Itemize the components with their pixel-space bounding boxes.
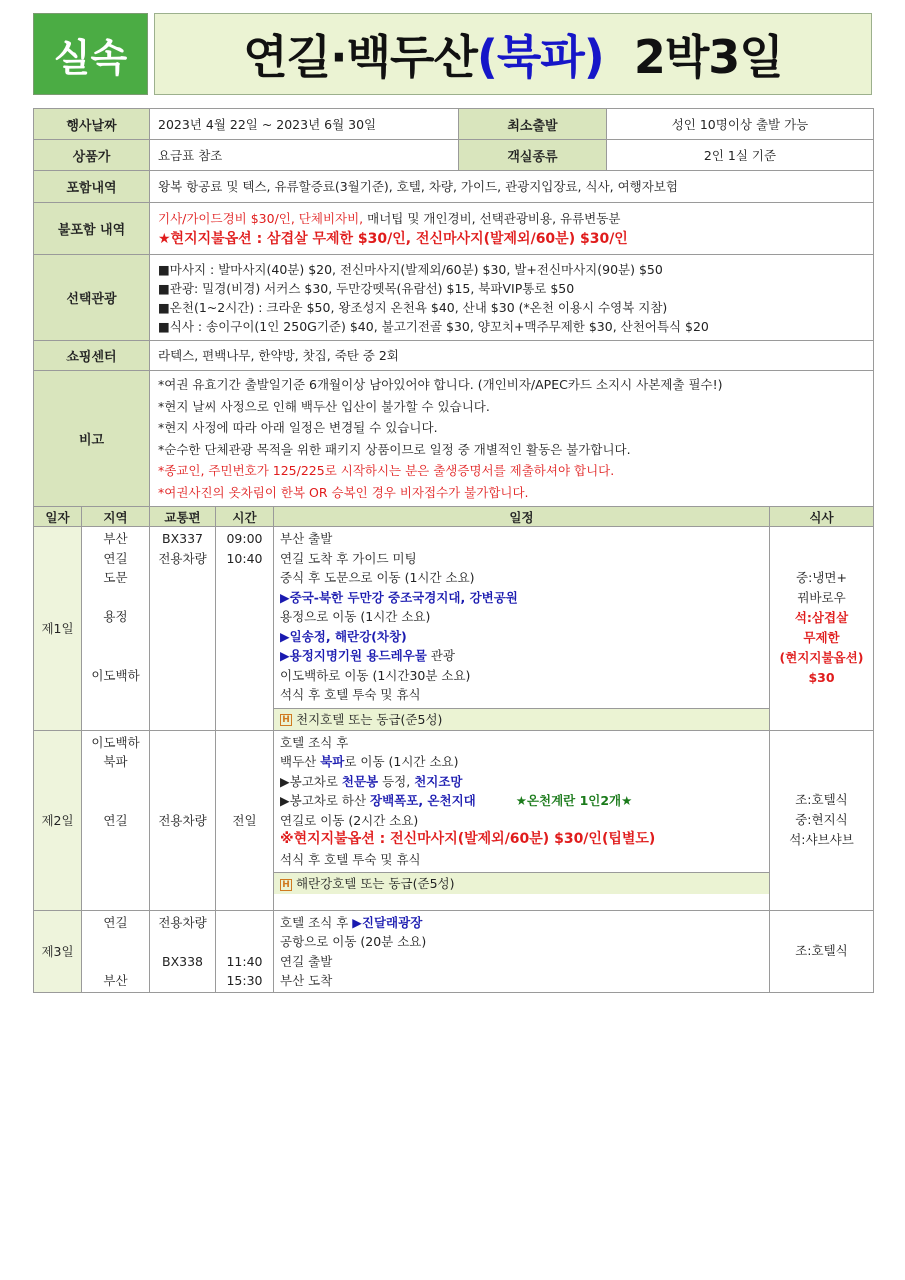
page-title <box>154 13 872 95</box>
min-label: 최소출발 <box>459 109 607 140</box>
opt-item: ■마사지 : 발마사지(40분) $20, 전신마사지(발제외/60분) $30, 발+전신마사지(90분) $50 <box>158 261 663 277</box>
day-row <box>34 527 874 731</box>
incl-label: 포함내역 <box>34 171 150 203</box>
room-value: 2인 1실 기준 <box>607 140 874 171</box>
time-cell: 전일 <box>216 730 274 910</box>
shop-label: 쇼핑센터 <box>34 341 150 371</box>
col-header-time: 시간 <box>216 507 274 527</box>
shop-value: 라텍스, 편백나무, 한약방, 찻집, 죽탄 중 2회 <box>150 341 874 371</box>
title-main: 연길·백두산 <box>243 30 477 84</box>
opt-label: 선택관광 <box>34 255 150 341</box>
col-header-meal: 식사 <box>770 507 874 527</box>
note-item-red: *여권사진의 옷차림이 한복 OR 승복인 경우 비자접수가 불가합니다. <box>158 484 529 500</box>
period-label: 행사날짜 <box>34 109 150 140</box>
period-value: 2023년 4월 22일 ~ 2023년 6월 30일 <box>150 109 459 140</box>
opt-item: ■관광: 밀경(비경) 서커스 $30, 두만강뗏목(유람선) $15, 북파VIP통로 $50 <box>158 280 575 296</box>
info-table <box>33 108 874 507</box>
title-paren: (북파) <box>476 30 604 84</box>
opt-item: ■온천(1~2시간) : 크라운 $50, 왕조성지 온천욕 $40, 산내 $30 (*온천 이용시 수영복 지참) <box>158 299 668 315</box>
note-item: *현지 사정에 따라 아래 일정은 변경될 수 있습니다. <box>158 420 438 435</box>
transport-cell: 전용차량 <box>150 730 216 910</box>
itinerary-cell: 호텔 조식 후 ▶진달래광장 공항으로 이동 (20분 소요) 연길 출발 부산 도착 <box>274 910 770 992</box>
hotel-icon: H <box>280 714 292 726</box>
col-header-date: 일자 <box>34 507 82 527</box>
day-row <box>34 730 874 910</box>
min-value: 성인 10명이상 출발 가능 <box>607 109 874 140</box>
excl-label: 불포함 내역 <box>34 203 150 255</box>
time-cell: 09:00 10:40 <box>216 527 274 731</box>
day-label: 제2일 <box>34 730 82 910</box>
product-badge: 실속 <box>33 13 148 95</box>
region-cell: 연길 부산 <box>82 910 150 992</box>
meal-cell: 조:호텔식 <box>770 910 874 992</box>
day-row <box>34 910 874 992</box>
day-label: 제1일 <box>34 527 82 731</box>
note-item: *여권 유효기간 출발일기준 6개월이상 남아있어야 합니다. (개인비자/APEC카드 소지시 사본제출 필수!) <box>158 377 723 392</box>
itinerary-cell: 호텔 조식 후 백두산 북파로 이동 (1시간 소요) ▶봉고차로 천문봉 등정, 천지조망 ▶봉고차로 하산 장백폭포, 온천지대 ★온천계란 1인2개★ 연길로 이동 (2시간 소요) ※현지지불옵션 : 전신마사지(발제외/60분) $30/인(팁별도) 석식 후 호텔 투숙 및 휴식 H 해란강호텔 또는 동급(준5성) <box>274 730 770 910</box>
note-item-red: *종교인, 주민번호가 125/225로 시작하시는 분은 출생증명서를 제출하셔야 합니다. <box>158 463 615 478</box>
region-cell: 이도백하 북파 연길 <box>82 730 150 910</box>
note-item: *현지 날씨 사정으로 인해 백두산 입산이 불가할 수 있습니다. <box>158 398 490 414</box>
col-header-transport: 교통편 <box>150 507 216 527</box>
hotel-row: H 천지호텔 또는 동급(준5성) <box>274 708 769 730</box>
meal-cell: 중:냉면+ 꿔바로우 석:삼겹살 무제한 (현지지불옵션) $30 <box>770 527 874 731</box>
hotel-icon: H <box>280 879 292 891</box>
opt-item: ■식사 : 송이구이(1인 250G기준) $40, 불고기전골 $30, 양꼬치+맥주무제한 $30, 산천어특식 $20 <box>158 318 709 334</box>
region-cell: 부산 연길 도문 용정 이도백하 <box>82 527 150 731</box>
col-header-itinerary: 일정 <box>274 507 770 527</box>
day-label: 제3일 <box>34 910 82 992</box>
transport-cell: 전용차량 BX338 <box>150 910 216 992</box>
incl-value: 왕복 항공료 및 텍스, 유류할증료(3월기준), 호텔, 차량, 가이드, 관광지입장료, 식사, 여행자보험 <box>150 171 874 203</box>
note-item: *순수한 단체관광 목적을 위한 패키지 상품이므로 일정 중 개별적인 활동은 불가합니다. <box>158 441 631 457</box>
price-label: 상품가 <box>34 140 150 171</box>
schedule-table <box>33 506 874 993</box>
excl-rest: 매너팁 및 개인경비, 선택관광비용, 유류변동분 <box>363 210 621 226</box>
excl-value <box>150 203 874 255</box>
time-cell: 11:40 15:30 <box>216 910 274 992</box>
price-value: 요금표 참조 <box>150 140 459 171</box>
room-label: 객실종류 <box>459 140 607 171</box>
hotel-row: H 해란강호텔 또는 동급(준5성) <box>274 872 769 894</box>
title-tail: 2박3일 <box>633 30 783 84</box>
transport-cell: BX337 전용차량 <box>150 527 216 731</box>
excl-red: 기사/가이드경비 $30/인, 단체비자비, <box>158 210 364 226</box>
itinerary-cell: 부산 출발 연길 도착 후 가이드 미팅 중식 후 도문으로 이동 (1시간 소요) ▶중국-북한 두만강 중조국경지대, 강변공원 용정으로 이동 (1시간 소요) ▶일송정, 해란강(차창) ▶용정지명기원 용드레우물 관광 이도백하로 이동 (1시간30분 소요) 석식 후 호텔 투숙 및 휴식 H 천지호텔 또는 동급(준5성) <box>274 527 770 731</box>
meal-cell: 조:호텔식 중:현지식 석:샤브샤브 <box>770 730 874 910</box>
opt-list <box>150 255 874 341</box>
col-header-region: 지역 <box>82 507 150 527</box>
note-list <box>150 371 874 507</box>
excl-option: ★현지지불옵션 : 삼겹살 무제한 $30/인, 전신마사지(발제외/60분) $30/인 <box>158 230 628 247</box>
note-label: 비고 <box>34 371 150 507</box>
